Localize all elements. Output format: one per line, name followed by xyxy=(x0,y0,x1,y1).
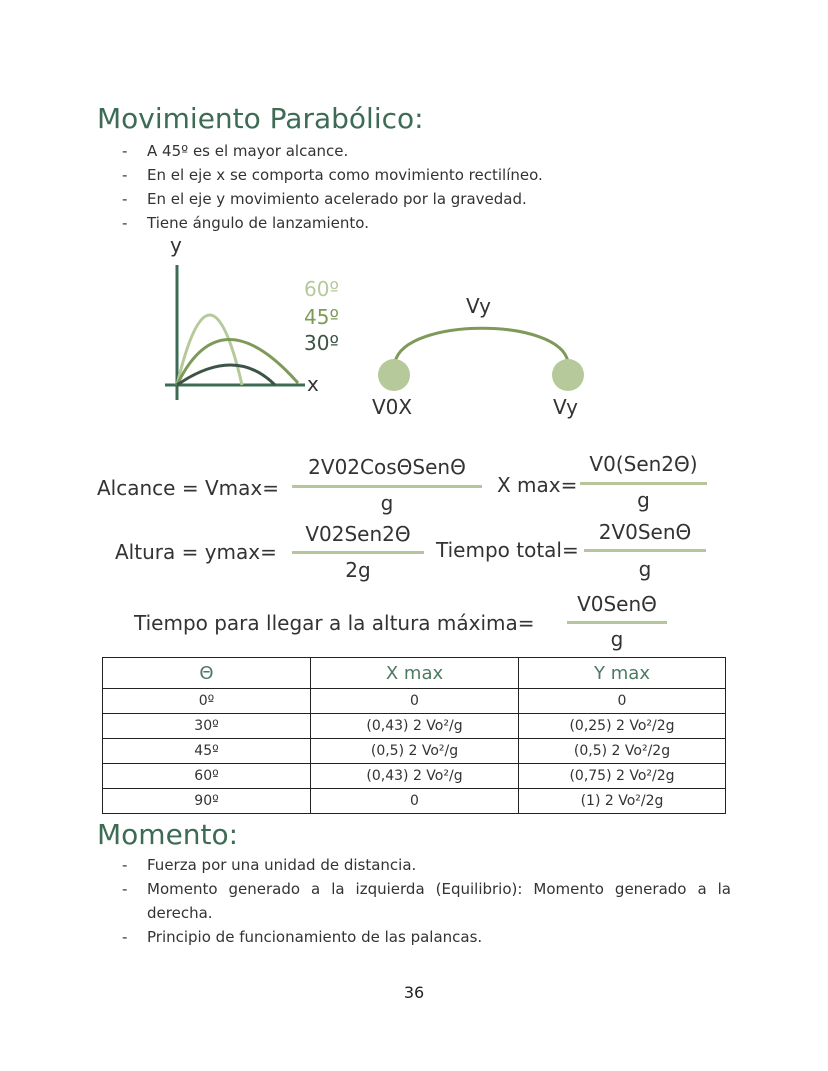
formula-altura-den: 2g xyxy=(345,558,371,582)
table-cell: (1) 2 Vo²/2g xyxy=(519,789,726,814)
section-title-moment: Momento: xyxy=(97,818,239,851)
page-number: 36 xyxy=(403,983,425,1002)
bullet-text: Fuerza por una unidad de distancia. xyxy=(147,856,417,874)
formula-altura-line xyxy=(292,551,424,554)
table-row xyxy=(103,789,726,814)
graph-y-label: y xyxy=(170,233,182,257)
table-cell: 0º xyxy=(103,689,311,714)
list-item: - Principio de funcionamiento de las palancas. xyxy=(122,928,483,946)
formula-xmax-lhs: X max= xyxy=(497,473,578,497)
table-cell: 90º xyxy=(103,789,311,814)
formula-tiempo-altura-lhs: Tiempo para llegar a la altura máxima= xyxy=(134,611,535,635)
formula-altura-num: V02Sen2Θ xyxy=(305,522,411,546)
table-row xyxy=(103,739,726,764)
formula-alcance-den: g xyxy=(380,491,394,515)
formula-tiempo-total-den: g xyxy=(638,557,652,581)
formula-tiempo-total-lhs: Tiempo total= xyxy=(436,538,579,562)
table-cell: (0,25) 2 Vo²/2g xyxy=(519,714,726,739)
formula-tiempo-altura-den: g xyxy=(610,627,624,651)
table-cell: 0 xyxy=(519,689,726,714)
bullet-text: Momento generado a la izquierda (Equilibrio): Momento generado a la derecha. xyxy=(147,880,731,922)
table-cell: (0,5) 2 Vo²/g xyxy=(311,739,519,764)
formula-alcance-lhs: Alcance = Vmax= xyxy=(97,476,279,500)
vector-right-label: Vy xyxy=(553,395,578,419)
table-cell: 0 xyxy=(311,789,519,814)
table-row xyxy=(103,714,726,739)
vector-arc xyxy=(395,328,568,362)
moment-bullet-list xyxy=(100,853,731,949)
table-cell: (0,5) 2 Vo²/2g xyxy=(519,739,726,764)
list-item: - En el eje x se comporta como movimiento rectilíneo. xyxy=(122,166,543,184)
bullet-text: Principio de funcionamiento de las palancas. xyxy=(147,928,483,946)
formula-tiempo-total-line xyxy=(584,549,706,552)
list-item: - Fuerza por una unidad de distancia. xyxy=(122,856,417,874)
bullet-text: En el eje y movimiento acelerado por la gravedad. xyxy=(147,190,527,208)
trajectory-60 xyxy=(177,315,242,385)
formula-xmax-den: g xyxy=(637,488,650,512)
vector-node-left xyxy=(378,359,410,391)
table-cell: (0,75) 2 Vo²/2g xyxy=(519,764,726,789)
formula-tiempo-total-num: 2V0SenΘ xyxy=(598,520,692,544)
table-row xyxy=(103,764,726,789)
trajectory-30 xyxy=(177,365,275,385)
parabolic-bullet-list xyxy=(100,139,740,235)
table-cell: 0 xyxy=(311,689,519,714)
list-item: - Tiene ángulo de lanzamiento. xyxy=(122,214,369,232)
legend-30: 30º xyxy=(304,331,339,355)
angle-table xyxy=(102,657,726,814)
table-header-theta: Θ xyxy=(103,658,311,689)
table-cell: 30º xyxy=(103,714,311,739)
table-cell: 60º xyxy=(103,764,311,789)
section-title-parabolic: Movimiento Parabólico: xyxy=(97,102,424,135)
vector-diagram xyxy=(370,320,590,400)
legend-45: 45º xyxy=(304,305,339,329)
table-header-ymax: Y max xyxy=(519,658,726,689)
vector-node-right xyxy=(552,359,584,391)
vector-left-label: V0X xyxy=(372,395,413,419)
formula-xmax-num: V0(Sen2Θ) xyxy=(589,452,698,476)
formula-alcance-num: 2V02CosΘSenΘ xyxy=(308,455,466,479)
table-header-xmax: X max xyxy=(311,658,519,689)
list-item: - En el eje y movimiento acelerado por la gravedad. xyxy=(122,190,527,208)
bullet-text: A 45º es el mayor alcance. xyxy=(147,142,349,160)
table-cell: (0,43) 2 Vo²/g xyxy=(311,714,519,739)
formula-xmax-line xyxy=(580,482,707,485)
formula-altura-lhs: Altura = ymax= xyxy=(115,540,277,564)
formula-tiempo-altura-num: V0SenΘ xyxy=(577,592,657,616)
bullet-text: Tiene ángulo de lanzamiento. xyxy=(147,214,369,232)
formula-alcance-line xyxy=(292,485,482,488)
formula-tiempo-altura-line xyxy=(567,621,667,624)
list-item: - Momento generado a la izquierda (Equilibrio): Momento generado a la derecha. xyxy=(122,880,731,922)
legend-60: 60º xyxy=(304,277,339,301)
vector-top-label: Vy xyxy=(466,294,491,318)
list-item: - A 45º es el mayor alcance. xyxy=(122,142,349,160)
table-cell: (0,43) 2 Vo²/g xyxy=(311,764,519,789)
table-header-row xyxy=(103,658,726,689)
table-cell: 45º xyxy=(103,739,311,764)
table-row xyxy=(103,689,726,714)
bullet-text: En el eje x se comporta como movimiento rectilíneo. xyxy=(147,166,543,184)
graph-x-label: x xyxy=(307,372,319,396)
